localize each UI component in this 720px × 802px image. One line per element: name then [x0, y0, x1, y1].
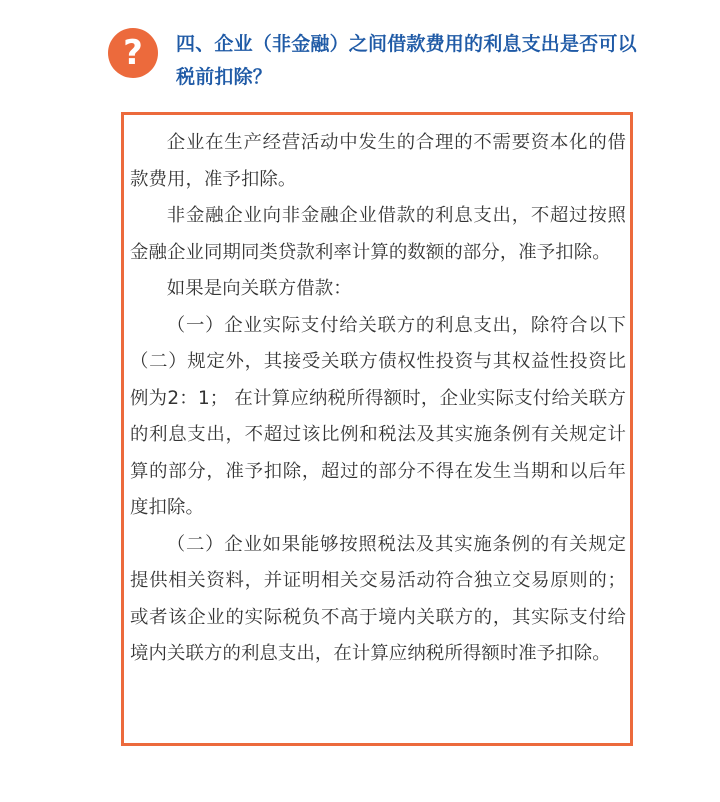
section-header [108, 28, 648, 98]
question-mark-icon: ? [108, 28, 158, 78]
paragraph-capitalization: 企业在生产经营活动中发生的合理的不需要资本化的借款费用，准予扣除。 [130, 132, 626, 190]
paragraph-related-party-intro: 如果是向关联方借款： [166, 278, 352, 299]
section-title: 四、企业（非金融）之间借款费用的利息支出是否可以税前扣除？ [176, 33, 637, 88]
paragraph-nonfinancial-loans: 非金融企业向非金融企业借款的利息支出，不超过按照金融企业同期同类贷款利率计算的数额的部分，准予扣除。 [130, 205, 626, 263]
answer-box [121, 112, 633, 746]
paragraph-rule-one: （一）企业实际支付给关联方的利息支出，除符合以下（二）规定外，其接受关联方债权性投资与其权益性投资比例为2：1； 在计算应纳税所得额时，企业实际支付给关联方的利息支出，不超过该比例和税法及其实施条例有关规定计算的部分，准予扣除，超过的部分不得在发生当期和以后年度扣除。 [130, 314, 626, 518]
paragraph-rule-two: （二）企业如果能够按照税法及其实施条例的有关规定提供相关资料，并证明相关交易活动符合独立交易原则的；或者该企业的实际税负不高于境内关联方的，其实际支付给境内关联方的利息支出，在计算应纳税所得额时准予扣除。 [130, 533, 626, 664]
